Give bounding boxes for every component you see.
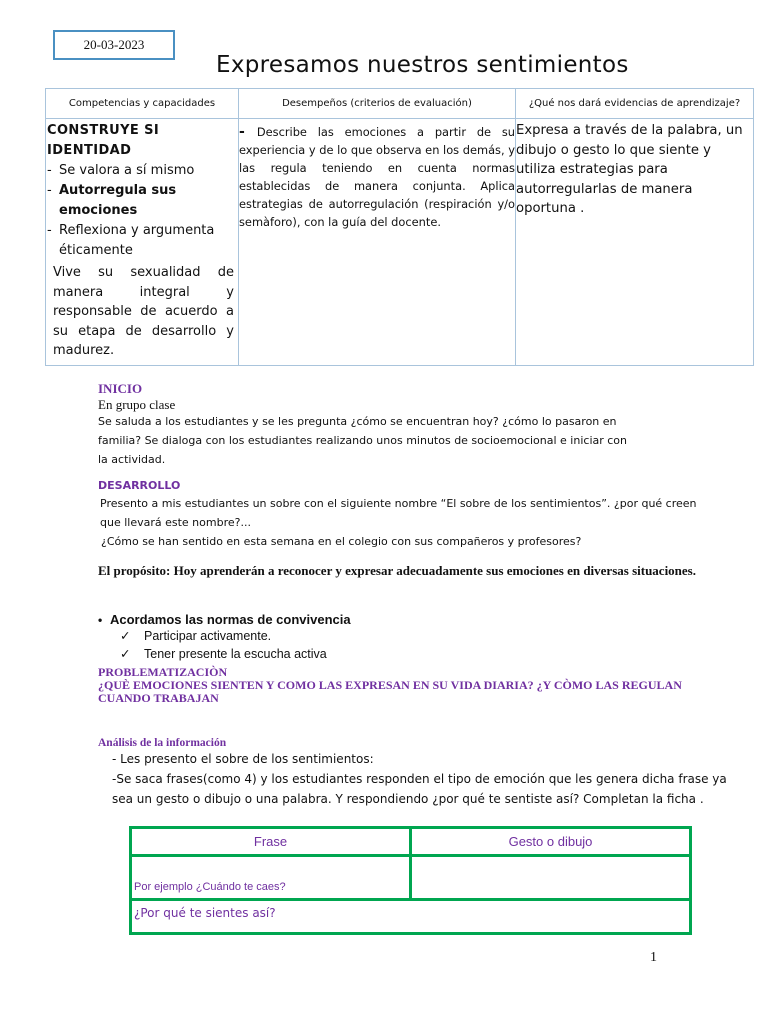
inicio-heading: INICIO — [98, 381, 143, 396]
analisis-section — [98, 737, 738, 809]
header-desempenos: Desempeños (criterios de evaluación) — [239, 89, 516, 119]
vive-text: Vive su sexualidad de manera integral y responsable de acuerdo a su etapa de desarrollo y madurez. — [53, 265, 234, 358]
desempeno-text: Describe las emociones a partir de su experiencia y de lo que observa en los demás, y las regula teniendo en cuenta normas establecidas de manera conjunta. Aplica estrategias de autorregulación (respiración y/o semàforo), con la guía del docente. — [239, 125, 516, 229]
date-box: 20-03-2023 — [53, 30, 175, 60]
ficha-col-gesto: Gesto o dibujo — [411, 828, 691, 856]
inicio-subheading: En grupo clase — [98, 397, 176, 412]
competencia-cell — [46, 119, 239, 366]
header-evidencias: ¿Qué nos dará evidencias de aprendizaje? — [516, 89, 754, 119]
competencias-table — [45, 88, 754, 366]
evidencia-text: Expresa a través de la palabra, un dibujo o gesto lo que siente y utiliza estrategias para autorregularlas de manera oportuna . — [516, 123, 743, 216]
competencia-title: CONSTRUYE SI IDENTIDAD — [47, 123, 160, 158]
problematizacion-section — [98, 666, 698, 705]
header-competencias: Competencias y capacidades — [46, 89, 239, 119]
problematizacion-heading: PROBLEMATIZACIÒN — [98, 665, 228, 679]
ficha-question-cell[interactable]: ¿Por qué te sientes así? — [131, 900, 691, 934]
ficha-table — [129, 826, 692, 935]
desempeno-cell: - Describe las emociones a partir de su experiencia y de lo que observa en los demás, y las regula teniendo en cuenta normas establecidas de manera conjunta. Aplica estrategias de autorregulación (respiración y/o semàforo), con la guía del docente. — [239, 119, 516, 366]
desarrollo-section — [98, 479, 738, 551]
analisis-heading: Análisis de la información — [98, 737, 227, 749]
check-icon: ✓ — [120, 629, 131, 643]
proposito-text: Hoy aprenderán a reconocer y expresar adecuadamente sus emociones en diversas situaciones. — [173, 563, 696, 578]
evidencia-cell — [516, 119, 754, 366]
ficha-drawing-cell[interactable] — [411, 856, 691, 900]
page-title: Expresamos nuestros sentimientos — [216, 52, 629, 78]
normas-section — [98, 612, 738, 663]
ficha-example-cell[interactable]: Por ejemplo ¿Cuándo te caes? — [131, 856, 411, 900]
ficha-col-frase: Frase — [131, 828, 411, 856]
capacidad-item: - Se valora a sí mismo — [47, 163, 195, 178]
norma-item: ✓ Tener presente la escucha activa — [120, 647, 327, 661]
check-icon: ✓ — [120, 647, 131, 661]
capacidad-item: - Reflexiona y argumenta éticamente — [47, 223, 215, 258]
inicio-text: Se saluda a los estudiantes y se les pregunta ¿cómo se encuentran hoy? ¿cómo lo pasaron en familia? Se dialoga con los estudiantes realizando unos minutos de socioemocional e iniciar con la actividad. — [98, 415, 628, 466]
problematizacion-question: ¿QUÈ EMOCIONES SIENTEN Y COMO LAS EXPRESAN EN SU VIDA DIARIA? ¿Y CÒMO LAS REGULAN CUANDO TRABAJAN — [98, 678, 682, 705]
capacidad-item: - Autorregula sus emociones — [47, 183, 177, 218]
analisis-line2: -Se saca frases(como 4) y los estudiantes responden el tipo de emoción que les genera dicha frase ya sea un gesto o dibujo o una palabra. Y respondiendo ¿por qué te sentiste así? Completan la ficha . — [112, 772, 727, 806]
desarrollo-text1: Presento a mis estudiantes un sobre con el siguiente nombre “El sobre de los sentimientos”. ¿por qué creen que llevará este nombre?... — [100, 497, 697, 529]
page-number: 1 — [650, 950, 657, 965]
inicio-section — [98, 381, 738, 469]
normas-title-item: • Acordamos las normas de convivencia — [98, 612, 351, 627]
desarrollo-text2: ¿Cómo se han sentido en esta semana en el colegio con sus compañeros y profesores? — [101, 535, 582, 548]
desarrollo-heading: DESARROLLO — [98, 479, 181, 492]
proposito-section — [98, 564, 718, 578]
proposito-label: El propósito: — [98, 563, 171, 578]
norma-item: ✓ Participar activamente. — [120, 629, 272, 643]
analisis-line1: - Les presento el sobre de los sentimientos: — [112, 752, 374, 766]
